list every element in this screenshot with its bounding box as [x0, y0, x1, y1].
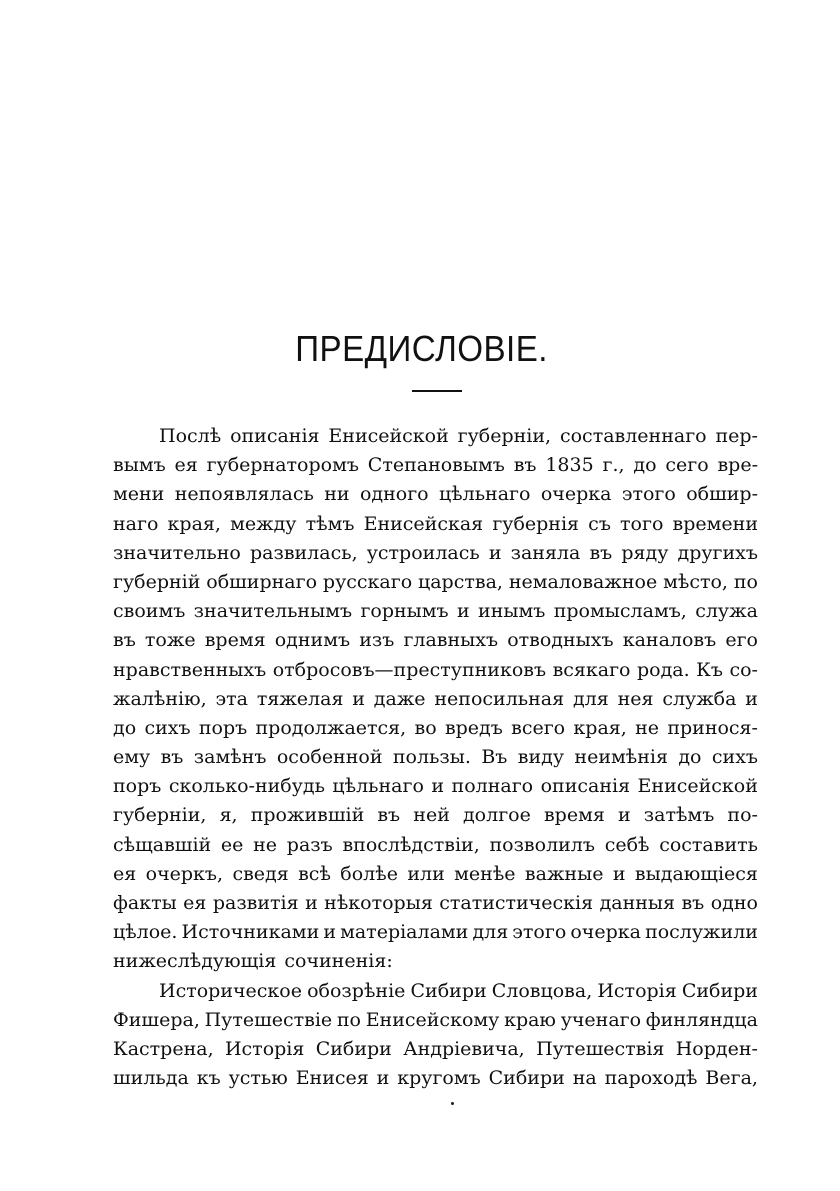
word: 1835: [545, 454, 594, 477]
text-line: [113, 743, 758, 772]
word: служа: [695, 600, 758, 623]
text-line: [113, 480, 758, 509]
word: въ: [589, 541, 613, 564]
word: Къ: [696, 658, 723, 681]
word: всякаго: [552, 658, 631, 681]
word: развитія: [212, 892, 299, 914]
text-line: [113, 918, 758, 947]
word: Исторія: [224, 1037, 305, 1060]
word: выдающіеся: [634, 862, 758, 885]
word: пароходѣ: [604, 1067, 698, 1090]
body-text: [113, 422, 758, 1093]
word: рода.: [636, 658, 690, 681]
word: г.,: [602, 454, 625, 477]
word: всего: [511, 716, 566, 739]
text-line: [113, 451, 758, 480]
word: составить: [659, 833, 758, 856]
word: Путешествіе: [204, 1008, 333, 1031]
word: впослѣдствіи,: [342, 833, 480, 856]
word: заняла: [510, 541, 581, 564]
word: краю: [504, 1008, 556, 1031]
word: важные: [524, 862, 604, 885]
word: время: [204, 629, 266, 652]
word: его: [725, 629, 758, 652]
word: сего: [665, 454, 709, 477]
word: послужили: [645, 921, 758, 944]
word: ея: [183, 892, 207, 914]
word: и: [376, 1067, 390, 1090]
word: Кастрена,: [113, 1037, 214, 1060]
word: данныя: [599, 892, 676, 914]
word: Степановымъ: [367, 454, 505, 477]
word: нижеслѣдующія: [113, 950, 277, 973]
word: одно: [710, 892, 758, 914]
word: ни: [324, 483, 350, 506]
word: и: [457, 600, 470, 623]
word: однимъ: [274, 629, 351, 652]
word: служба: [662, 687, 737, 710]
text-line: [113, 714, 758, 743]
word: наго: [113, 512, 159, 535]
word: не: [253, 833, 278, 856]
word: въ: [160, 746, 184, 769]
word: до: [633, 454, 657, 477]
word: затѣмъ: [643, 804, 715, 827]
word: этого: [621, 483, 676, 506]
word: Послѣ: [159, 425, 222, 447]
word: Енисейскому: [365, 1008, 500, 1031]
word: долгое: [462, 804, 531, 827]
word: и: [612, 862, 626, 885]
word: во: [414, 716, 437, 739]
text-line: [113, 1064, 758, 1093]
word: или: [407, 862, 445, 885]
word: устью: [228, 1067, 288, 1090]
text-line: [113, 889, 758, 918]
word: описанія: [540, 775, 631, 798]
word: для: [472, 921, 509, 944]
word: Сибири: [488, 1067, 565, 1090]
word: даже: [373, 687, 426, 710]
word: очерка: [570, 921, 641, 944]
word: очерка: [540, 483, 612, 506]
word: пользы.: [392, 746, 471, 769]
word: ученаго: [560, 1008, 642, 1031]
word: для: [572, 687, 609, 710]
word: непоявлялась: [174, 483, 314, 506]
word: губерніи,: [113, 804, 207, 827]
word: въ: [377, 804, 401, 827]
word: Норден-: [675, 1037, 758, 1060]
word: тяжелая: [256, 687, 344, 710]
word: нея: [617, 687, 654, 710]
word: Сибири: [315, 1037, 392, 1060]
word: и: [323, 921, 336, 944]
word: края,: [573, 716, 627, 739]
word: главныхъ: [403, 629, 499, 652]
word: разъ: [286, 833, 333, 856]
word: непосильная: [434, 687, 565, 710]
word: особенной: [276, 746, 383, 769]
word: позволилъ: [489, 833, 595, 856]
word: обшир-: [686, 483, 758, 506]
word: сихъ: [144, 716, 191, 739]
word: вымъ: [113, 454, 166, 477]
text-line: [113, 772, 758, 801]
word: значительнымъ: [193, 600, 353, 623]
word: каналовъ: [622, 629, 717, 652]
word: устроилась: [366, 541, 480, 564]
word: другихъ: [677, 541, 758, 564]
word: тѣмъ: [305, 512, 355, 535]
text-line: [113, 539, 758, 568]
word: на: [572, 1067, 597, 1090]
word: сѣщавшій: [113, 833, 212, 856]
word: и: [305, 892, 318, 914]
word: матеріалами: [340, 921, 469, 944]
word: виду: [517, 746, 565, 769]
word: Исторія: [597, 979, 677, 1002]
word: описанія: [230, 425, 320, 447]
text-line: [113, 422, 758, 451]
word: губернаторомъ: [206, 454, 359, 477]
word: менѣе: [454, 862, 516, 885]
word: изъ: [359, 629, 395, 652]
word: вредъ: [444, 716, 503, 739]
word: сихъ: [711, 746, 758, 769]
word: до: [678, 746, 702, 769]
text-line: [113, 831, 758, 860]
text-line: [113, 510, 758, 539]
word: въ: [681, 892, 705, 914]
word: губерній: [113, 570, 201, 593]
word: нѣкоторыя: [324, 892, 433, 914]
word: жалѣнію,: [113, 687, 207, 710]
word: ея: [174, 454, 198, 477]
word: составленнаго: [559, 425, 707, 447]
word: ея: [113, 862, 137, 885]
word: обозрѣніе: [307, 979, 406, 1002]
text-line: [113, 801, 758, 830]
word: обширнаго: [206, 570, 318, 593]
word: цѣльнаго: [332, 775, 424, 798]
word: кругомъ: [397, 1067, 481, 1090]
word: Вега,: [705, 1067, 758, 1090]
word: шильда: [113, 1067, 189, 1090]
word: полнаго: [451, 775, 534, 798]
word: горнымъ: [360, 600, 449, 623]
word: Енисея: [295, 1067, 369, 1090]
word: очеркъ,: [145, 862, 224, 885]
word: цѣльнаго: [438, 483, 531, 506]
word: не: [635, 716, 660, 739]
word: тоже: [144, 629, 196, 652]
word: со-: [729, 658, 758, 681]
word: мѣсто,: [663, 570, 728, 593]
word: Путешествія: [536, 1037, 665, 1060]
word: губерніи,: [457, 425, 552, 447]
text-line: [113, 568, 758, 597]
word: Историческое: [159, 979, 302, 1002]
word: Фишера,: [113, 1008, 200, 1031]
word: и: [745, 687, 758, 710]
word: и: [617, 804, 631, 827]
word: между: [230, 512, 297, 535]
word: себѣ: [604, 833, 650, 856]
word: немаловажное: [508, 570, 658, 593]
word: Источниками: [181, 921, 320, 944]
title-rule: [412, 390, 462, 392]
word: ней: [413, 804, 450, 827]
word: Андріевича,: [403, 1037, 525, 1060]
text-line: [113, 656, 758, 685]
word: статистическія: [439, 892, 594, 914]
word: финляндца: [645, 1008, 758, 1031]
word: эта: [215, 687, 248, 710]
text-line: [113, 1035, 758, 1064]
word: къ: [196, 1067, 221, 1090]
word: ему: [113, 746, 151, 769]
word: нравственныхъ: [113, 658, 267, 681]
word: отбросовъ—преступниковъ: [272, 658, 547, 681]
word: губернія: [492, 512, 580, 535]
word: вре-: [717, 454, 758, 477]
word: въ: [113, 629, 136, 652]
word: Въ: [481, 746, 508, 769]
word: прожившій: [250, 804, 365, 827]
word: сочиненія:: [284, 950, 393, 973]
word: съ: [588, 512, 611, 535]
word: по: [336, 1008, 361, 1031]
word: принося-: [667, 716, 758, 739]
word: ее: [220, 833, 244, 856]
word: и: [488, 541, 502, 564]
page-mark: [451, 1102, 454, 1105]
word: цѣлое.: [113, 921, 178, 944]
text-line: [113, 626, 758, 655]
word: по: [733, 570, 758, 593]
word: замѣнъ: [193, 746, 267, 769]
word: факты: [113, 892, 177, 914]
word: Сибири: [681, 979, 758, 1002]
word: до: [113, 716, 137, 739]
word: всѣ: [298, 862, 331, 885]
word: Енисейская: [363, 512, 484, 535]
word: времени: [672, 512, 758, 535]
word: сколько-нибудь: [168, 775, 325, 798]
text-line: [113, 860, 758, 889]
word: мени: [113, 483, 165, 506]
word: края,: [167, 512, 221, 535]
word: промысламъ,: [553, 600, 687, 623]
word: этого: [512, 921, 567, 944]
word: продолжается,: [255, 716, 407, 739]
word: сведя: [232, 862, 289, 885]
word: ряду: [621, 541, 669, 564]
word: Енисейской: [637, 775, 758, 798]
word: поръ: [198, 716, 248, 739]
word: значительно: [113, 541, 241, 564]
word: развилась,: [249, 541, 358, 564]
word: и: [431, 775, 445, 798]
text-line: [113, 597, 758, 626]
text-line: [113, 1006, 758, 1035]
word: того: [620, 512, 664, 535]
text-line: [113, 685, 758, 714]
text-line: [113, 977, 758, 1006]
word: по-: [727, 804, 758, 827]
word: Сибири: [410, 979, 487, 1002]
word: время: [543, 804, 605, 827]
word: неимѣнія: [574, 746, 668, 769]
word: поръ: [113, 775, 162, 798]
word: болѣе: [340, 862, 398, 885]
word: инымъ: [478, 600, 546, 623]
word: Енисейской: [328, 425, 449, 447]
word: одного: [359, 483, 429, 506]
page-title: ПРЕДИСЛОВІЕ.: [295, 328, 548, 369]
word: своимъ: [113, 600, 186, 623]
word: и: [352, 687, 365, 710]
word: русскаго: [322, 570, 413, 593]
word: въ: [513, 454, 537, 477]
word: отводныхъ: [507, 629, 614, 652]
word: царства,: [418, 570, 503, 593]
text-line: [113, 947, 758, 976]
word: пер-: [715, 425, 758, 447]
word: Словцова,: [491, 979, 593, 1002]
word: я,: [219, 804, 238, 827]
